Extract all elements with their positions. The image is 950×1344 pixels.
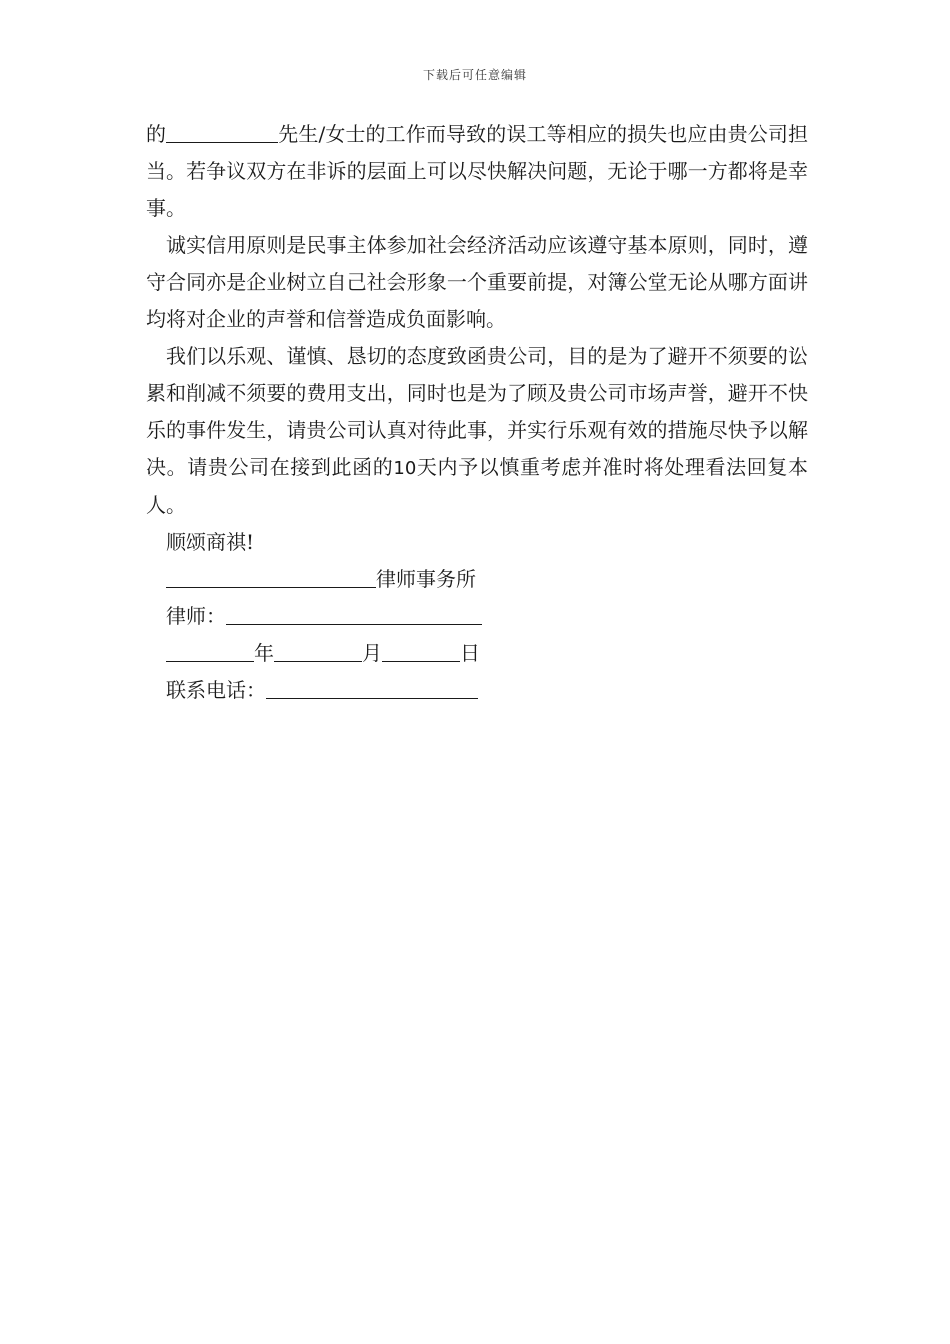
deadline-days: 10: [393, 458, 417, 479]
paragraph-damages-text: 先生/女士的工作而导致的误工等相应的损失也应由贵公司担当。若争议双方在非诉的层面上可以尽快解决问题，无论于哪一方都将是幸事。: [146, 122, 808, 220]
law-firm-line: [146, 561, 808, 598]
phone-line: [146, 672, 808, 709]
paragraph-request-tail: 天内予以慎重考虑并准时将处理看法回复本人。: [146, 455, 809, 517]
paragraph-request-text: 我们以乐观、谨慎、恳切的态度致函贵公司，目的是为了避开不须要的讼累和削减不须要的费用支出，同时也是为了顾及贵公司市场声誉，避开不快乐的事件发生，请贵公司认真对待此事，并实行乐观有效的措施尽快予以解决。请贵公司在接到此函的: [146, 344, 808, 479]
paragraph-request: [146, 338, 808, 524]
paragraph-damages-start: 的: [146, 122, 167, 146]
year-blank: [166, 637, 254, 662]
day-label: 日: [460, 641, 480, 665]
paragraph-good-faith: 诚实信用原则是民事主体参加社会经济活动应该遵守基本原则，同时，遵守合同亦是企业树立自己社会形象一个重要前提，对簿公堂无论从哪方面讲均将对企业的声誉和信誉造成负面影响。: [146, 233, 808, 331]
date-line: [146, 635, 808, 672]
phone-blank: [266, 674, 478, 699]
year-label: 年: [254, 641, 274, 665]
lawyer-line: [146, 598, 808, 635]
paragraph-damages: [146, 116, 808, 227]
name-blank: [166, 118, 278, 143]
lawyer-label: 律师：: [166, 604, 226, 628]
law-firm-blank: [166, 563, 376, 588]
lawyer-blank: [226, 600, 482, 625]
salutation: 顺颂商祺!: [166, 530, 255, 554]
letter-body: [146, 116, 808, 709]
month-label: 月: [362, 641, 382, 665]
page-header: 下载后可任意编辑: [422, 68, 527, 82]
month-blank: [274, 637, 362, 662]
day-blank: [382, 637, 460, 662]
phone-label: 联系电话：: [166, 678, 266, 702]
law-firm-label: 律师事务所: [376, 567, 476, 591]
